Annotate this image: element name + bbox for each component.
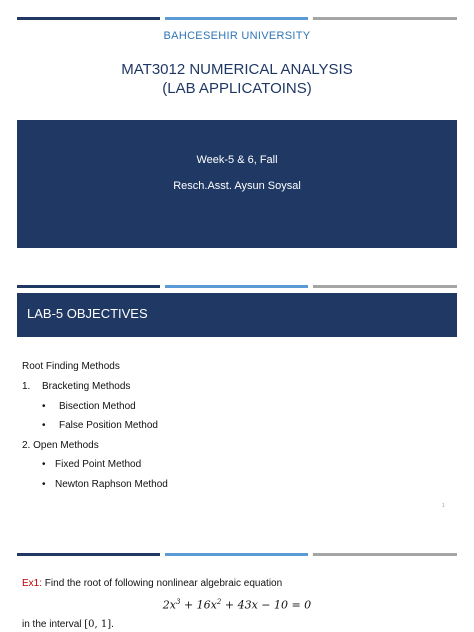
- root-finding-heading: Root Finding Methods: [22, 361, 120, 372]
- slide2-rule-navy: [17, 285, 160, 288]
- bullet-marker: •: [42, 479, 46, 490]
- bisection-method-item: Bisection Method: [59, 401, 136, 412]
- interval-text: [22, 619, 114, 630]
- course-title-line2: (LAB APPLICATOINS): [162, 80, 312, 97]
- course-title: [0, 60, 474, 98]
- example-prompt: [22, 578, 282, 589]
- newton-raphson-method-item: Newton Raphson Method: [55, 479, 168, 490]
- equation: [0, 598, 474, 612]
- item1-number: 1.: [22, 381, 31, 392]
- university-name: BAHCESEHIR UNIVERSITY: [163, 30, 311, 42]
- eq-term3: + 43x − 10 = 0: [221, 598, 312, 612]
- example-tag: Ex1:: [22, 578, 43, 589]
- top-rule-navy: [17, 17, 160, 20]
- slide2-rule-blue: [165, 285, 308, 288]
- week-label: Week-5 & 6, Fall: [196, 154, 278, 166]
- objectives-heading: LAB-5 OBJECTIVES: [17, 293, 457, 337]
- slide2-rule-grey: [313, 285, 457, 288]
- interval-value: [0, 1]: [84, 619, 112, 630]
- interval-suffix: .: [111, 619, 114, 630]
- interval-prefix: in the interval: [22, 619, 85, 630]
- eq-term1: 2x: [162, 598, 176, 612]
- top-rule-blue: [165, 17, 308, 20]
- eq-power2: 2: [216, 598, 222, 606]
- bullet-marker: •: [42, 420, 46, 431]
- slide-page-number: 1: [442, 503, 445, 509]
- bullet-marker: •: [42, 459, 46, 470]
- open-methods-item: 2. Open Methods: [22, 440, 99, 451]
- top-rule-grey: [313, 17, 457, 20]
- false-position-method-item: False Position Method: [59, 420, 158, 431]
- title-banner: [17, 120, 457, 248]
- slide3-rule-grey: [313, 553, 457, 556]
- fixed-point-method-item: Fixed Point Method: [55, 459, 142, 470]
- slide3-rule-blue: [165, 553, 308, 556]
- eq-term2: + 16x: [180, 598, 217, 612]
- example-text: Find the root of following nonlinear algebraic equation: [44, 578, 283, 589]
- bullet-marker: •: [42, 401, 46, 412]
- assistant-label: Resch.Asst. Aysun Soysal: [173, 180, 301, 192]
- slide3-rule-navy: [17, 553, 160, 556]
- course-title-line1: MAT3012 NUMERICAL ANALYSIS: [121, 61, 353, 78]
- bracketing-methods-item: Bracketing Methods: [42, 381, 131, 392]
- eq-power1: 3: [176, 598, 181, 606]
